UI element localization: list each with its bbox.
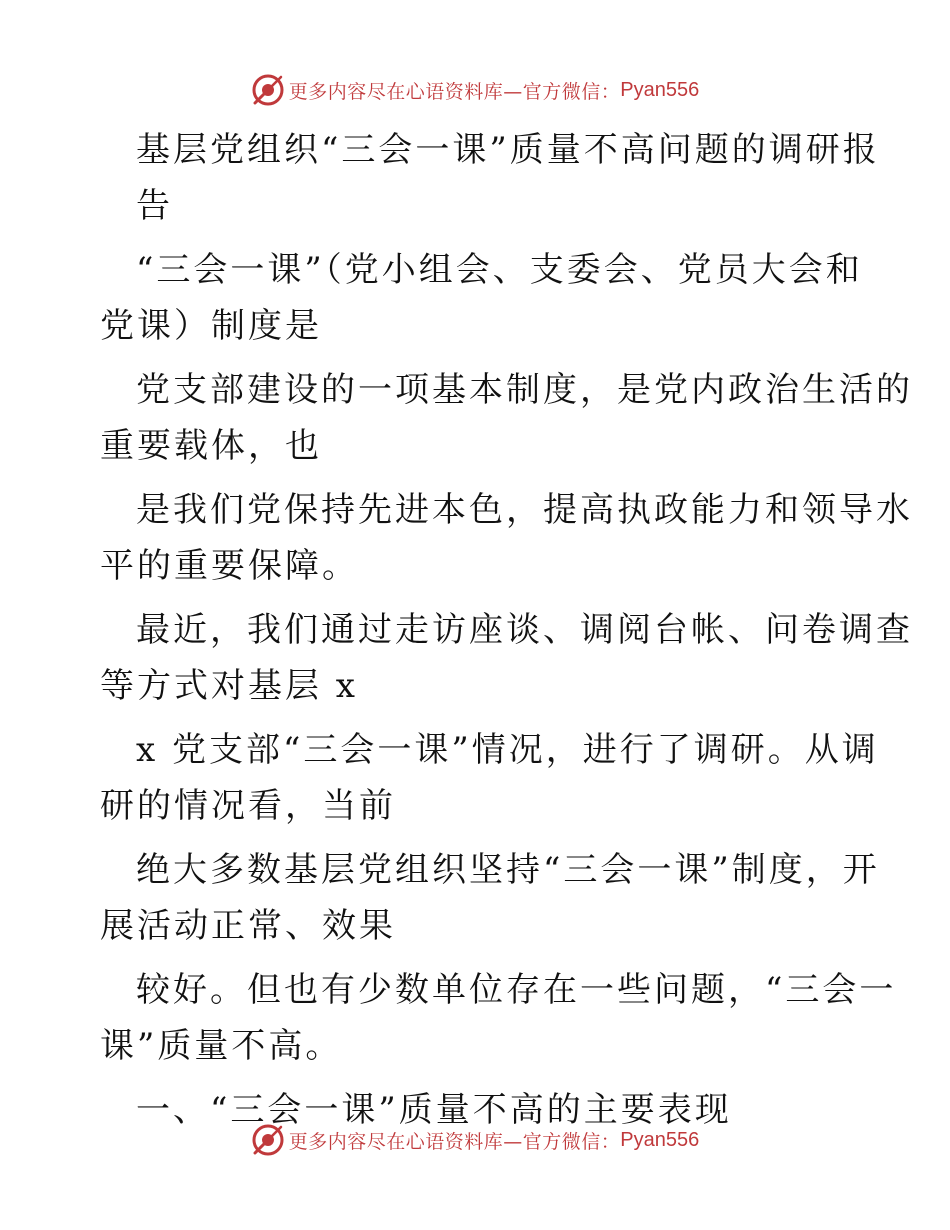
paragraph-line: 绝大多数基层党组织坚持“三会一课”制度，开 [136,850,880,890]
banner-wechat-id: Pyan556 [620,78,700,101]
footer-banner [0,1120,950,1160]
paragraph-line: x 党支部“三会一课”情况，进行了调研。从调 [136,730,879,770]
header-banner [0,70,950,110]
paragraph-line: 研的情况看，当前 [100,786,396,826]
paragraph-line: 重要载体，也 [100,426,322,466]
document-title-line-1: 基层党组织“三会一课”质量不高问题的调研报 [136,130,880,170]
banner-wechat-id: Pyan556 [620,1128,700,1151]
paragraph-line: 等方式对基层 x [100,666,358,706]
paragraph-line: 最近，我们通过走访座谈、调阅台帐、问卷调查 [136,610,913,650]
paragraph-line: 展活动正常、效果 [100,906,396,946]
pen-logo-icon [251,1123,285,1157]
paragraph-line: 平的重要保障。 [100,546,359,586]
banner-text: 更多内容尽在心语资料库—官方微信： [288,1130,621,1153]
paragraph-line: 课”质量不高。 [100,1026,343,1066]
pen-logo-icon [251,73,285,107]
paragraph-line: “三会一课”（党小组会、支委会、党员大会和 [136,250,863,290]
document-title-line-2: 告 [136,186,173,226]
paragraph-line: 是我们党保持先进本色，提高执政能力和领导水 [136,490,913,530]
section-heading: 一、“三会一课”质量不高的主要表现 [136,1090,732,1130]
banner-text: 更多内容尽在心语资料库—官方微信： [288,80,621,103]
paragraph-line: 党支部建设的一项基本制度，是党内政治生活的 [136,370,913,410]
paragraph-line: 较好。但也有少数单位存在一些问题，“三会一 [136,970,897,1010]
paragraph-line: 党课）制度是 [100,306,322,346]
document-body [100,122,913,1138]
